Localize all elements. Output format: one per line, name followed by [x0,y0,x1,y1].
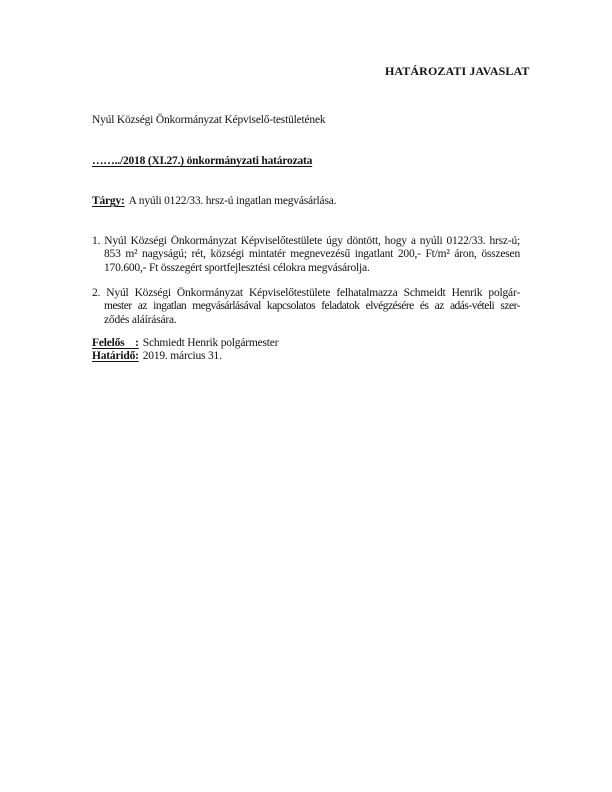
deadline-label: Határidő: [92,349,139,362]
item-2-line-2: mester az ingatlan megvásárlásával kapcsolatos feladatok elvégzésére és az adás-vételi szer- [104,300,520,313]
item-2-line-3: ződés aláírására. [104,313,177,326]
addressee-line: Nyúl Községi Önkormányzat Képviselő-testületének [92,114,326,126]
resolution-number: ……../2018 (XI.27.) önkormányzati határozata [92,155,313,167]
item-1-line-2: 853 m² nagyságú; rét, községi mintatér megnevezésű ingatlant 200,- Ft/m² áron, összesen [104,248,520,261]
document-title: HATÁROZATI JAVASLAT [385,64,530,78]
subject-text: A nyúli 0122/33. hrsz-ú ingatlan megvásárlása. [128,195,337,207]
subject-line [92,195,336,208]
responsible-line [92,337,278,350]
resolution-item-2 [92,287,520,327]
item-1-line-1: 1. Nyúl Községi Önkormányzat Képviselőtestülete úgy döntött, hogy a nyúli 0122/33. hrsz-ú; [92,235,520,247]
deadline-value: 2019. március 31. [142,349,222,362]
item-2-line-1: 2. Nyúl Községi Önkormányzat Képviselőtestülete felhatalmazza Schmeidt Henrik polgár- [92,287,520,299]
deadline-line [92,350,222,363]
subject-label: Tárgy: [92,195,125,207]
responsible-value: Schmiedt Henrik polgármester [142,337,279,349]
responsible-label: Felelős : [92,337,139,349]
item-1-line-3: 170.600,- Ft összegért sportfejlesztési célokra megvásárolja. [104,261,370,274]
resolution-item-1 [92,235,520,275]
